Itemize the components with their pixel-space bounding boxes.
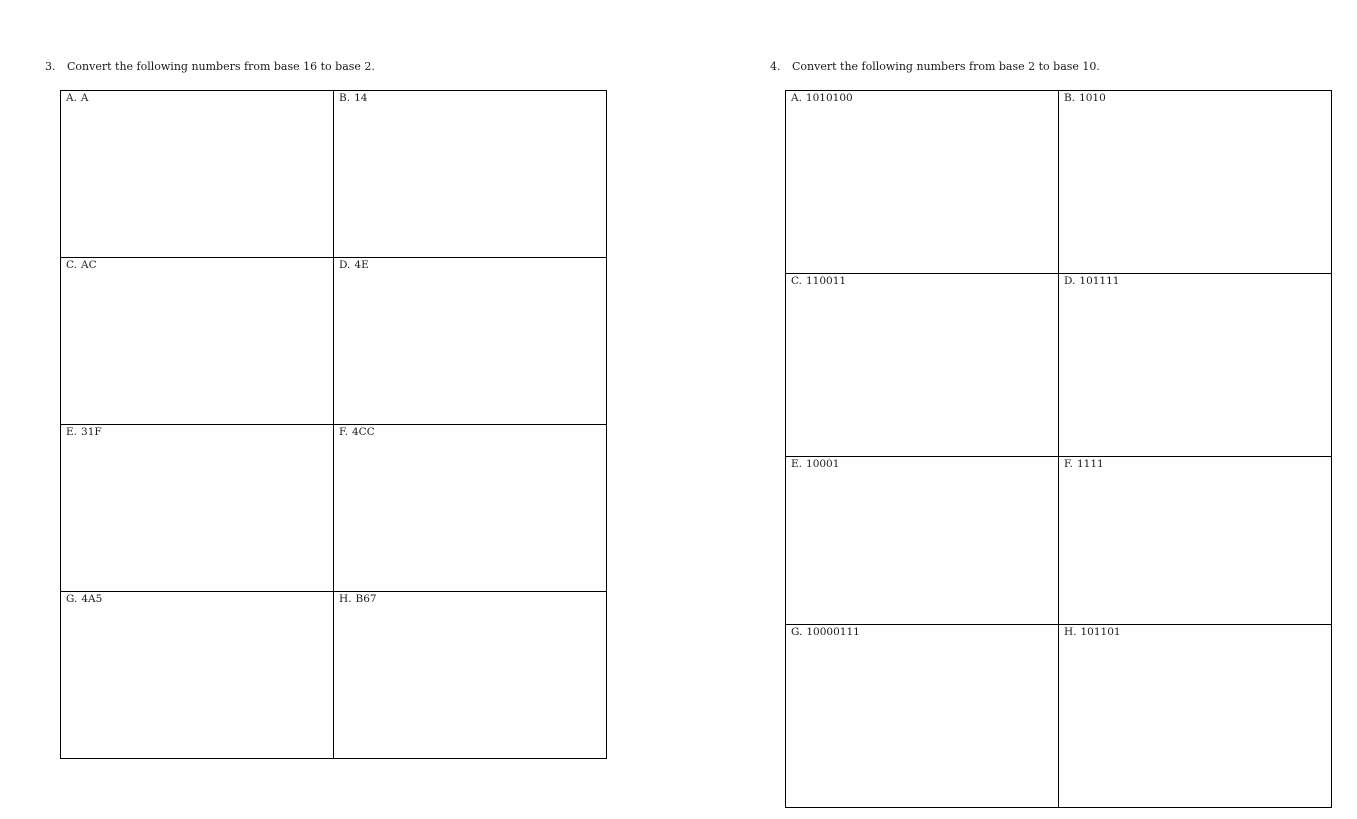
answer-box[interactable]	[334, 91, 607, 258]
grid-row	[786, 457, 1332, 625]
question-prompt: Convert the following numbers from base 2 to base 10.	[792, 60, 1100, 73]
problem-letter: G.	[791, 626, 803, 638]
answer-box[interactable]	[786, 625, 1059, 808]
problem-label	[61, 91, 333, 104]
problem-label	[61, 592, 333, 605]
answer-box[interactable]	[1059, 91, 1332, 274]
problem-letter: B.	[339, 92, 351, 104]
problem-label	[1059, 91, 1331, 104]
problem-letter: D.	[339, 259, 351, 271]
answer-box[interactable]	[1059, 625, 1332, 808]
problem-label	[334, 425, 606, 438]
problem-value: 4A5	[81, 593, 103, 605]
problem-letter: D.	[1064, 275, 1076, 287]
problem-value: 31F	[81, 426, 102, 438]
problem-value: A	[80, 92, 89, 104]
problem-label	[61, 425, 333, 438]
problem-label	[334, 592, 606, 605]
problem-label	[786, 91, 1058, 104]
answer-box[interactable]	[61, 258, 334, 425]
answer-box[interactable]	[61, 425, 334, 592]
answer-box[interactable]	[334, 425, 607, 592]
problem-label	[786, 625, 1058, 638]
problem-value: 1111	[1077, 458, 1104, 470]
problem-letter: C.	[66, 259, 77, 271]
answer-box[interactable]	[1059, 457, 1332, 625]
problem-value: 101101	[1080, 626, 1121, 638]
problem-value: 1010100	[805, 92, 853, 104]
problem-value: 14	[354, 92, 368, 104]
grid-row	[786, 91, 1332, 274]
grid-row	[61, 425, 607, 592]
problem-letter: C.	[791, 275, 802, 287]
problem-label	[786, 274, 1058, 287]
problem-letter: E.	[791, 458, 803, 470]
answer-box[interactable]	[786, 274, 1059, 457]
answer-box[interactable]	[1059, 274, 1332, 457]
problem-letter: H.	[339, 593, 352, 605]
problem-letter: B.	[1064, 92, 1076, 104]
answer-box[interactable]	[61, 592, 334, 759]
question-prompt: Convert the following numbers from base 16 to base 2.	[67, 60, 375, 73]
problem-label	[1059, 274, 1331, 287]
grid-row	[61, 91, 607, 258]
problem-value: B67	[355, 593, 377, 605]
problem-value: 110011	[806, 275, 847, 287]
problem-label	[334, 91, 606, 104]
question-number: 3.	[45, 60, 56, 73]
grid-row	[61, 258, 607, 425]
answer-box[interactable]	[786, 457, 1059, 625]
problem-value: 101111	[1079, 275, 1120, 287]
problem-value: 4CC	[352, 426, 375, 438]
problem-letter: A.	[791, 92, 802, 104]
problem-letter: F.	[339, 426, 348, 438]
problem-label	[786, 457, 1058, 470]
problem-value: 1010	[1079, 92, 1106, 104]
answer-box[interactable]	[786, 91, 1059, 274]
answer-grid	[60, 90, 607, 759]
problem-value: 10000111	[806, 626, 860, 638]
answer-box[interactable]	[61, 91, 334, 258]
problem-label	[61, 258, 333, 271]
grid-row	[61, 592, 607, 759]
problem-letter: H.	[1064, 626, 1077, 638]
problem-letter: A.	[66, 92, 77, 104]
problem-label	[1059, 625, 1331, 638]
answer-box[interactable]	[334, 592, 607, 759]
answer-grid	[785, 90, 1332, 808]
problem-letter: E.	[66, 426, 78, 438]
problem-label	[1059, 457, 1331, 470]
problem-value: 10001	[806, 458, 840, 470]
question-number: 4.	[770, 60, 781, 73]
grid-row	[786, 274, 1332, 457]
problem-value: AC	[81, 259, 97, 271]
problem-value: 4E	[354, 259, 369, 271]
problem-letter: F.	[1064, 458, 1073, 470]
answer-box[interactable]	[334, 258, 607, 425]
problem-letter: G.	[66, 593, 78, 605]
problem-label	[334, 258, 606, 271]
grid-row	[786, 625, 1332, 808]
